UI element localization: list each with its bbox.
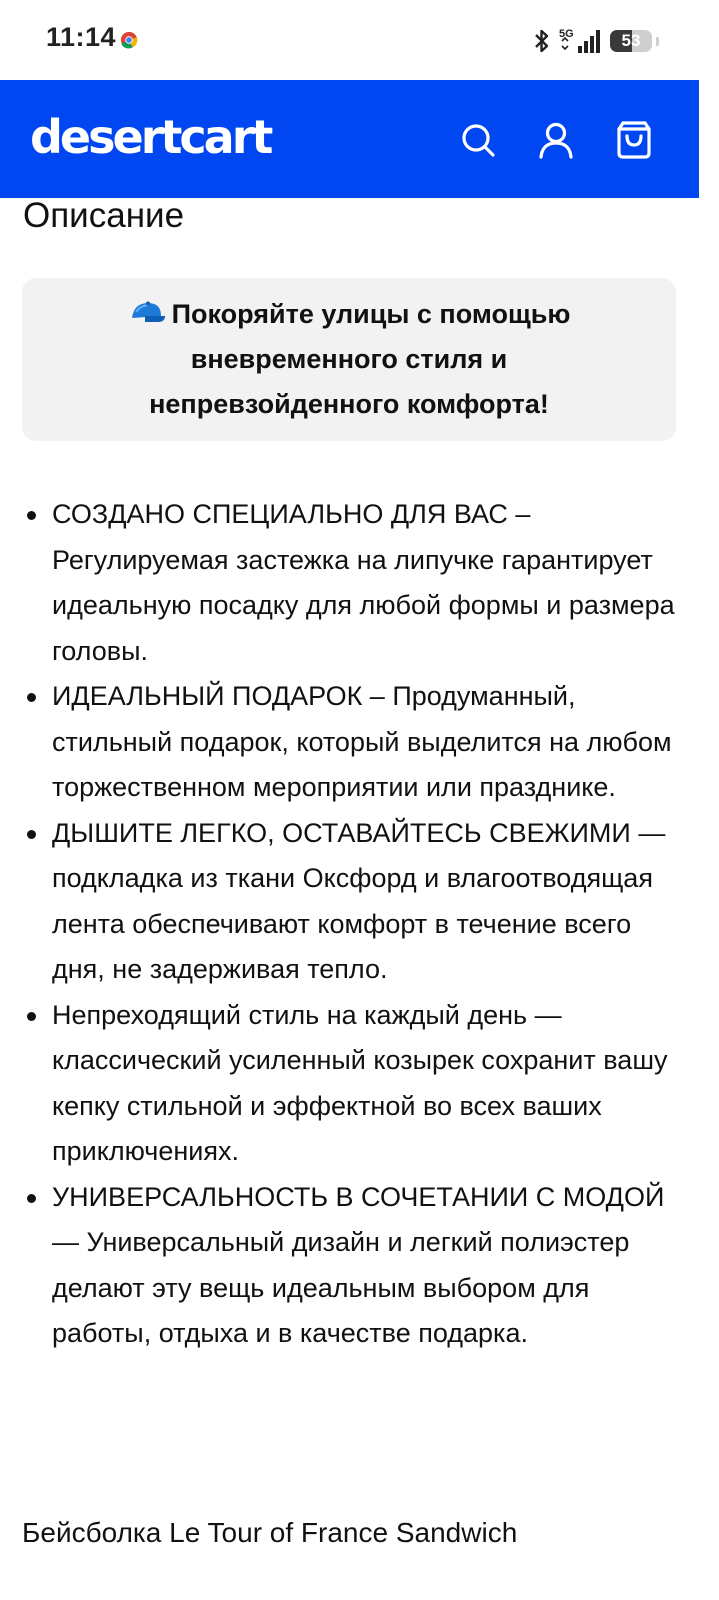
feature-text: ИДЕАЛЬНЫЙ ПОДАРОК – Продуманный, стильный подарок, который выделится на любом торжественном мероприятии или празднике. (52, 681, 672, 802)
status-bar (0, 0, 719, 80)
product-name: Бейсболка Le Tour of France Sandwich (22, 1517, 518, 1548)
battery-icon (610, 30, 652, 52)
bluetooth-icon (530, 26, 554, 56)
feature-list (22, 492, 682, 1357)
status-indicators (530, 24, 659, 58)
promo-line-1 (62, 292, 636, 337)
search-icon[interactable] (458, 120, 498, 160)
section-title: Описание (23, 196, 185, 235)
network-label: 5G (559, 28, 574, 40)
feature-item (22, 993, 682, 1175)
battery-tip (656, 37, 659, 46)
promo-line-3: непревзойденного комфорта! (149, 389, 549, 419)
feature-item (22, 811, 682, 993)
battery-percent: 53 (621, 31, 641, 50)
bullet-icon (27, 1194, 36, 1203)
feature-text: ДЫШИТЕ ЛЕГКО, ОСТАВАЙТЕСЬ СВЕЖИМИ — подкладка из ткани Оксфорд и влагоотводящая лента обеспечивают комфорт в течение всего дня, не задерживая тепло. (52, 817, 666, 984)
promo-box (22, 278, 676, 441)
feature-text: Непреходящий стиль на каждый день — классический усиленный козырек сохранит вашу кепку стильной и эффектной во всех ваших приключениях. (52, 999, 668, 1166)
chrome-icon (120, 31, 138, 49)
bullet-icon (27, 830, 36, 839)
bullet-icon (27, 1012, 36, 1021)
feature-text: СОЗДАНО СПЕЦИАЛЬНО ДЛЯ ВАС – Регулируемая застежка на липучке гарантирует идеальную посадку для любой формы и размера головы. (52, 499, 675, 666)
promo-text-1: Покоряйте улицы с помощью (171, 299, 571, 329)
site-header (0, 80, 699, 198)
account-icon[interactable] (536, 120, 576, 160)
bullet-icon (27, 693, 36, 702)
feature-item (22, 1175, 682, 1357)
signal-icon (558, 26, 602, 56)
feature-item (22, 492, 682, 674)
desertcart-logo[interactable]: desertcart (30, 110, 271, 164)
feature-item (22, 674, 682, 811)
promo-line-2: вневременного стиля и (190, 344, 508, 374)
cart-icon[interactable] (614, 120, 654, 160)
cap-icon (128, 300, 166, 326)
bullet-icon (27, 511, 36, 520)
feature-text: УНИВЕРСАЛЬНОСТЬ В СОЧЕТАНИИ С МОДОЙ — Универсальный дизайн и легкий полиэстер делают эту вещь идеальным выбором для работы, отдыха и в качестве подарка. (52, 1181, 665, 1348)
status-time: 11:14 (46, 22, 117, 52)
